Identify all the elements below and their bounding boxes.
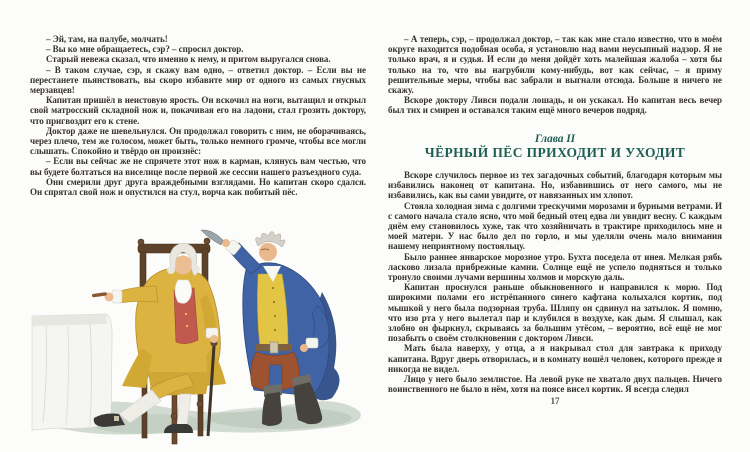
page-right <box>375 0 750 452</box>
doctor-hand-2 <box>210 335 218 343</box>
paragraph: Вскоре случилось первое из тех загадочных событий, благодаря которым мы избавились наконец от капитана. Но, избавившись от него самого, мы не избавились, как вы сами увидите, от навязанных им хлопот. <box>388 170 722 201</box>
paragraph: Лицо у него было землистое. На левой руке не хватало двух пальцев. Ничего воинственного не было в нём, хотя на поясе висел кортик. Я всегда следил <box>388 374 722 395</box>
captain-waistcoat <box>257 274 288 351</box>
paragraph: Было раннее январское морозное утро. Бухта поседела от инея. Мелкая рябь ласково лизала прибрежные камни. Солнце ещё не успело подняться и только тронуло своими лучами вершины холмов и морскую даль. <box>388 251 722 283</box>
paragraph: Стояла холодная зима с долгими трескучими морозами и бурными ветрами. И с самого начала стало ясно, что мой бедный отец едва ли увидит весну. С каждым днём ему становилось хуже, так что хозяйничать в трактире приходилось мне и моей матери. У нас было дел по горло, и мы уделяли очень мало внимания нашему неприятному постояльцу. <box>388 200 722 252</box>
paragraph: Капитан проснулся раньше обыкновенного и направился к морю. Под широкими полами его истрёпанного синего кафтана колыхался кортик, под мышкой у него была подзорная труба. Шляпу он сдвинул на затылок. Я помню, что изо рта у него вылетал пар и клубился в воздухе, как дым. Я слышал, как злобно он фыркнул, скрываясь за большим утёсом, – вероятно, всё ещё не мог позабыть о своём столкновении с доктором Ливси. <box>388 282 722 344</box>
paragraph-dialogue: – В таком случае, сэр, я скажу вам одно, – ответил доктор. – Если вы не перестанете пьянствовать, вы скоро избавите мир от одного из самых гнусных мерзавцев! <box>30 64 366 96</box>
captain-figure <box>201 230 340 426</box>
page-number: 17 <box>550 396 560 406</box>
captain-boot <box>262 392 282 426</box>
paragraph-dialogue: – А теперь, сэр, – продолжал доктор, – так как мне стало известно, что в моём округе находится подобная особа, я установлю над вами неусыпный надзор. Я не только врач, я и судья. И если до меня дойдёт хоть малейшая жалоба – хотя бы только на то, что вы нагрубили кому-нибудь, вот как сейчас, – я приму решительные меры, чтобы вас забрали и выгнали отсюда. Больше я ничего не скажу. <box>388 34 722 96</box>
doctor-jabot <box>175 280 192 303</box>
paragraph: Доктор даже не шевельнулся. Он продолжал говорить с ним, не оборачиваясь, через плечо, тем же голосом, может быть, только немного громче, чтобы все могли слышать. Спокойно и твёрдо он произнёс: <box>30 125 366 157</box>
paragraph: Они смерили друг друга враждебными взглядами. Но капитан скоро сдался. Он спрятал свой нож и опустился на стул, ворча как побитый пёс. <box>30 176 366 198</box>
captain-hand <box>222 239 230 247</box>
illustration-doctor-and-captain <box>30 228 368 452</box>
table-with-cloth <box>32 314 112 430</box>
paragraph: Капитан пришёл в неистовую ярость. Он вскочил на ноги, вытащил и открыл свой матросский складной нож и, покачивая его на ладони, стал грозить доктору, что пригвоздит его к стене. <box>30 95 366 126</box>
paragraph-dialogue: – Вы ко мне обращаетесь, сэр? – спросил доктор. <box>46 44 244 55</box>
chapter-label: Глава II <box>534 132 576 145</box>
paragraph-dialogue: – Если вы сейчас же не спрячете этот нож в карман, клянусь вам честью, что вы будете болтаться на виселице после первой же сессии нашего разъездного суда. <box>30 156 366 177</box>
chapter-title: ЧЁРНЫЙ ПЁС ПРИХОДИТ И УХОДИТ <box>424 144 686 160</box>
paragraph: Вскоре доктору Ливси подали лошадь, и он ускакал. Но капитан весь вечер был тих и смирен и оставался таким ещё много вечеров подряд. <box>388 95 722 116</box>
belt-buckle <box>270 342 278 353</box>
left-text-column <box>0 0 375 197</box>
doctor-cuff <box>112 290 122 303</box>
captain-hand-2 <box>300 344 308 352</box>
paragraph: Старый невежа сказал, что именно к нему, и притом выругался снова. <box>46 54 331 65</box>
paragraph-dialogue: – Эй, там, на палубе, молчать! <box>46 34 168 44</box>
doctor-arm <box>119 286 158 303</box>
captain-face <box>259 243 277 261</box>
right-text-column <box>375 0 750 395</box>
paragraph: Мать была наверху, у отца, а я накрывал стол для завтрака к приходу капитана. Вдруг дверь отворилась, и в комнату вошёл человек, которого прежде я никогда не видел. <box>388 343 722 374</box>
